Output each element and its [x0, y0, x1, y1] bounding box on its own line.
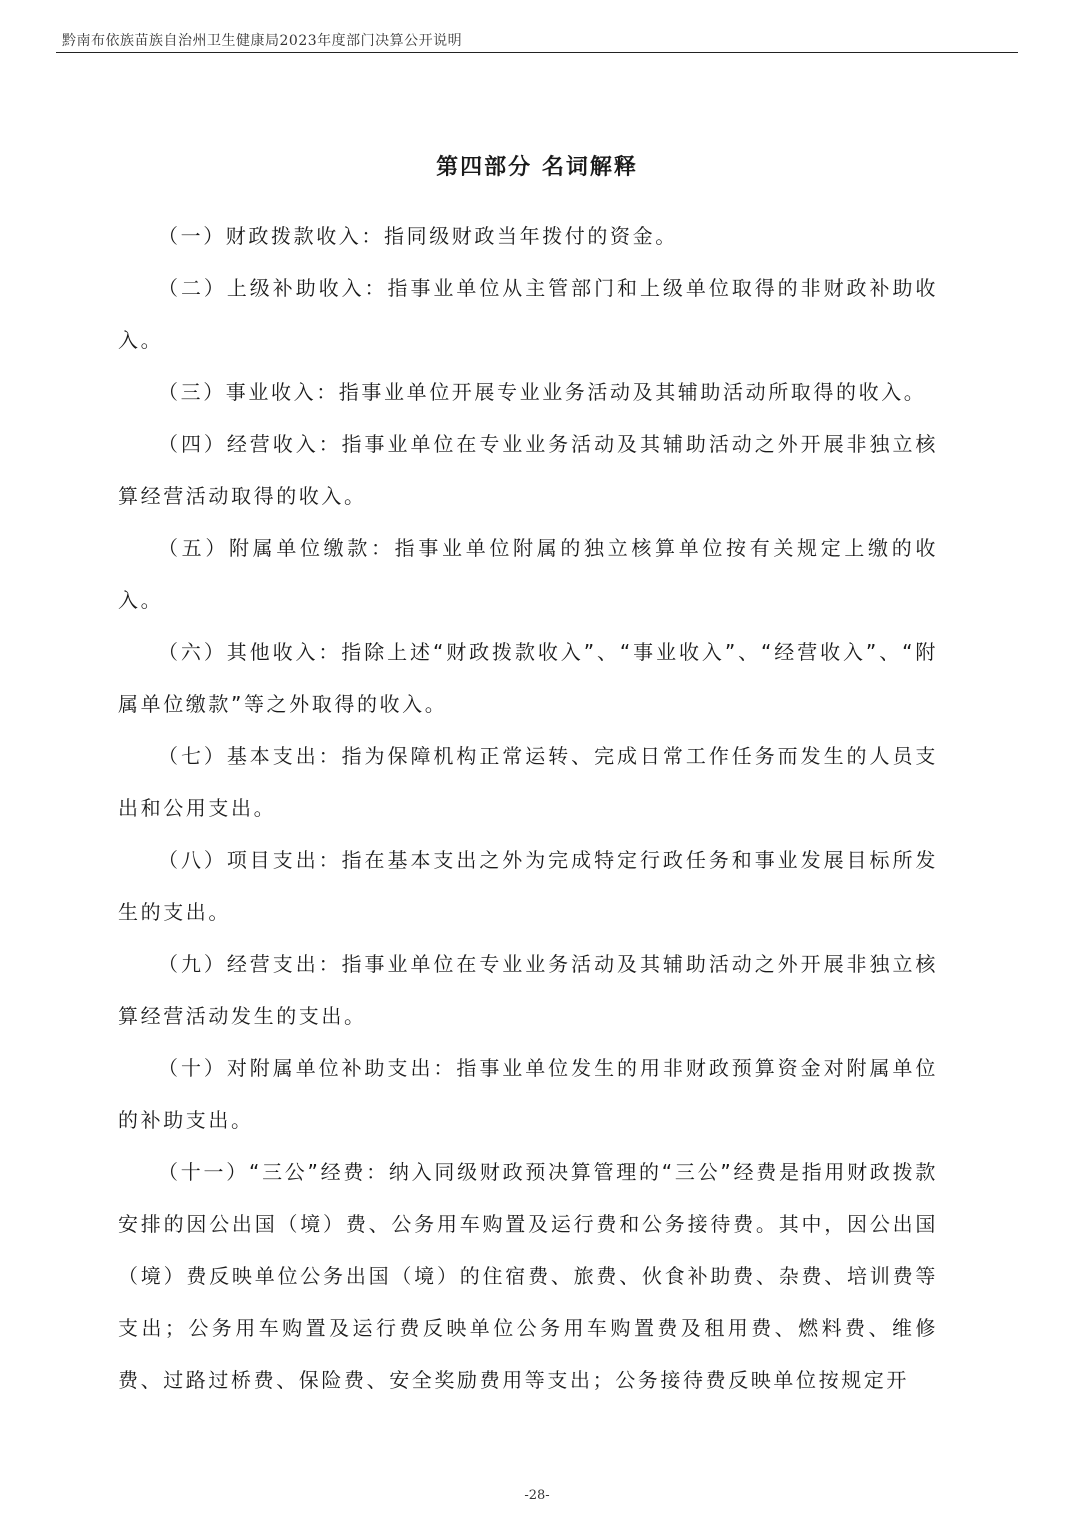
paragraph: （十一）“三公”经费：纳入同级财政预决算管理的“三公”经费是指用财政拨款安排的因公出国（境）费、公务用车购置及运行费和公务接待费。其中，因公出国（境）费反映单位公务出国（境）的住宿费、旅费、伙食补助费、杂费、培训费等支出；公务用车购置及运行费反映单位公务用车购置费及租用费、燃料费、维修费、过路过桥费、保险费、安全奖励费用等支出；公务接待费反映单位按规定开	[118, 1160, 938, 1392]
paragraph: （二）上级补助收入：指事业单位从主管部门和上级单位取得的非财政补助收入。	[118, 276, 938, 352]
paragraph: （十）对附属单位补助支出：指事业单位发生的用非财政预算资金对附属单位的补助支出。	[118, 1056, 938, 1132]
document-header: 黔南布依族苗族自治州卫生健康局2023年度部门决算公开说明	[62, 33, 463, 49]
paragraph: （四）经营收入：指事业单位在专业业务活动及其辅助活动之外开展非独立核算经营活动取得的收入。	[118, 432, 938, 508]
paragraph: （三）事业收入：指事业单位开展专业业务活动及其辅助活动所取得的收入。	[158, 380, 927, 404]
section-title: 第四部分 名词解释	[436, 155, 638, 180]
paragraph: （一）财政拨款收入：指同级财政当年拨付的资金。	[158, 224, 678, 248]
paragraph: （五）附属单位缴款：指事业单位附属的独立核算单位按有关规定上缴的收入。	[118, 536, 938, 612]
header-divider	[56, 52, 1018, 53]
page-number: -28-	[524, 1488, 550, 1503]
paragraph: （七）基本支出：指为保障机构正常运转、完成日常工作任务而发生的人员支出和公用支出。	[118, 744, 938, 820]
definitions-body	[118, 210, 938, 1406]
paragraph: （八）项目支出：指在基本支出之外为完成特定行政任务和事业发展目标所发生的支出。	[118, 848, 938, 924]
paragraph: （六）其他收入：指除上述“财政拨款收入”、“事业收入”、“经营收入”、“附属单位缴款”等之外取得的收入。	[118, 640, 938, 716]
paragraph: （九）经营支出：指事业单位在专业业务活动及其辅助活动之外开展非独立核算经营活动发生的支出。	[118, 952, 938, 1028]
